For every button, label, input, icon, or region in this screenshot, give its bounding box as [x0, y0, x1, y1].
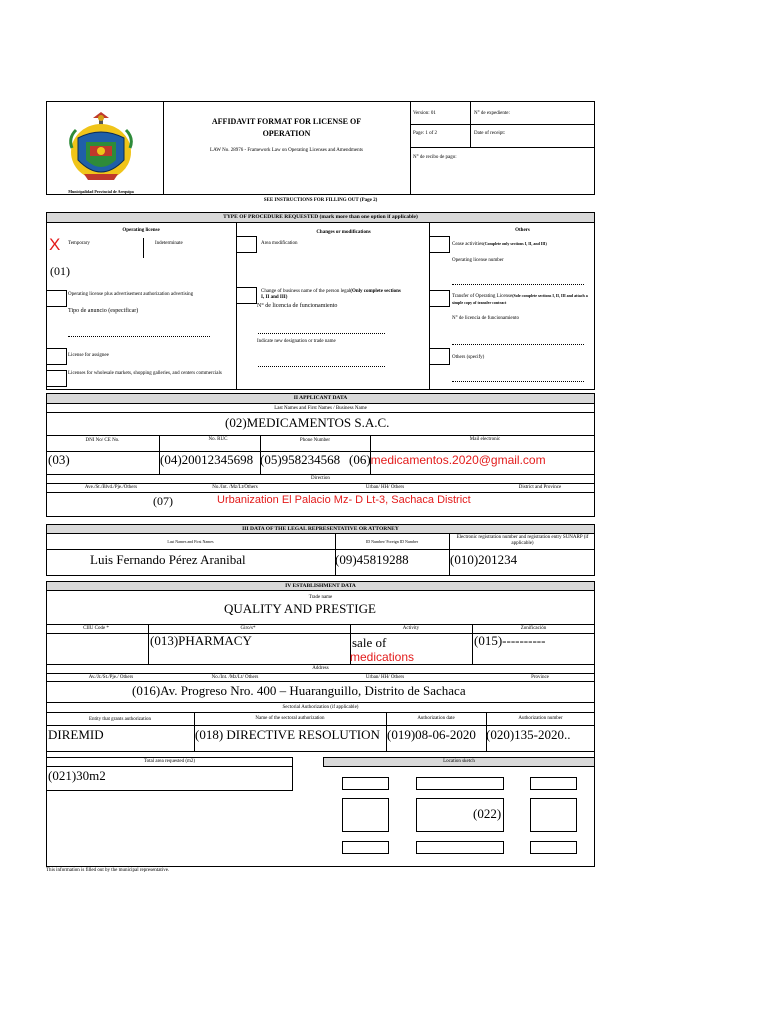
activity-value[interactable]: sale of [352, 635, 387, 650]
receipt-payment-label: N° de recibo de pago: [413, 155, 457, 160]
no-int-label: No./Int. /Mz/Lt/Others [212, 485, 258, 490]
sect-name-value[interactable]: (018) DIRECTIVE RESOLUTION [195, 727, 380, 742]
date-receipt-label: Date of receipt: [474, 131, 506, 136]
rep-id-label: ID Number/ Foreign ID Number [365, 539, 419, 544]
indeterminate-label: Indeterminate [155, 241, 183, 246]
op-adv-label: Operating license plus advertisement authorization advertising [68, 292, 194, 297]
urban-label-2: Urban/ HH/ Others [365, 675, 405, 680]
address-label: Address [312, 666, 329, 671]
cease-label [452, 241, 595, 248]
sketch-code: (022) [473, 806, 502, 821]
urban-label: Urban/ HH/ Others [365, 485, 405, 490]
cease-checkbox[interactable] [429, 236, 450, 253]
trade-value[interactable]: QUALITY AND PRESTIGE [224, 601, 376, 616]
code-07: (07) [153, 494, 173, 508]
wholesale-checkbox[interactable] [46, 370, 67, 387]
applicant-address-value[interactable]: Urbanization El Palacio Mz- D Lt-3, Sachaca District [217, 494, 471, 506]
change-name-label [261, 289, 401, 301]
licencia-func-label: N° de licencia de funcionamiento [257, 303, 338, 309]
dni-value[interactable]: (03) [48, 452, 70, 467]
footer-note: This information is filled out by the municipal representative. [46, 868, 170, 873]
cease-text: Cease activities [452, 242, 484, 247]
law-reference: LAW No. 28976 - Framework Law on Operating Licenses and Amendments [210, 148, 363, 153]
auth-date-value[interactable]: (019)08-06-2020 [387, 727, 476, 742]
sketch-block [342, 841, 389, 854]
activity-label: Activity [402, 626, 420, 631]
licencia-func2-label: N° de licencia de funcionamiento [452, 316, 519, 321]
mail-code: (06) [349, 452, 371, 467]
phone-value[interactable]: (05)958234568 [260, 452, 341, 467]
sect-name-label: Name of the sectoral authorization [255, 716, 325, 721]
sketch-block [416, 777, 504, 790]
assignee-checkbox[interactable] [46, 348, 67, 365]
col-others-title: Others [515, 228, 530, 233]
section4-bar: IV ESTABLISHMENT DATA [46, 581, 595, 591]
rep-names-label: Last Names and First Names [167, 539, 214, 544]
logo-text: Municipalidad Provincial de Arequipa [68, 189, 134, 194]
transfer-checkbox[interactable] [429, 290, 450, 307]
wholesale-label: Licenses for wholesale markets, shopping galleries, and centers commercials [68, 371, 222, 376]
mail-label: Mail electronic [469, 437, 501, 442]
trade-label: Trade name [308, 595, 333, 600]
applicant-names-value[interactable]: (02)MEDICAMENTOS S.A.C. [225, 415, 390, 430]
section2-bar: II APPLICANT DATA [46, 393, 595, 404]
temporary-label: Temporary [68, 241, 90, 246]
op-adv-checkbox[interactable] [46, 290, 67, 307]
form-title [163, 116, 410, 140]
phone-label: Phone Number [299, 438, 331, 443]
form-title-line2: OPERATION [262, 129, 311, 138]
others-checkbox[interactable] [429, 348, 450, 365]
entity-label: Entity that grants authorization [88, 717, 152, 722]
ave-label: Ave./St./Blvd./Pje./Others [84, 485, 138, 490]
auth-date-label: Authorization date [417, 716, 455, 721]
zoning-label: Zonificación [520, 626, 547, 631]
sketch-block [416, 841, 504, 854]
no-int-label-2: No./Int. /Mz/Lt/ Others [211, 675, 259, 680]
col-operating-license-title: Operating license [122, 228, 160, 233]
version: Version: 01 [413, 111, 436, 116]
sectoral-label: Sectorial Authorization (if applicable) [282, 705, 359, 710]
transfer-label [452, 293, 592, 307]
area-mod-checkbox[interactable] [236, 236, 257, 253]
dni-label: DNI No/ CE No. [85, 438, 120, 443]
transfer-note: (Sole complete sections I, II, III and attach a simple copy of transfer contract [452, 293, 588, 305]
ruc-value[interactable]: (04)20012345698 [160, 452, 254, 467]
ruc-label: No. RUC [208, 437, 228, 442]
temporary-mark[interactable]: X [49, 235, 61, 254]
ciiu-label: CIIU Code * [83, 626, 109, 631]
sketch-label: Location sketch [443, 759, 475, 764]
rep-id-value[interactable]: (09)45819288 [335, 552, 409, 567]
assignee-label: License for assignee [68, 353, 109, 358]
applicant-names-label: Last Names and First Names / Business Name [274, 406, 367, 411]
col-changes-title: Changes or modifications [316, 230, 371, 235]
direction-label: Direction [311, 476, 330, 481]
establishment-address-value[interactable]: (016)Av. Progreso Nro. 400 – Huaranguillo, Distrito de Sachaca [132, 683, 466, 698]
sketch-block [530, 777, 577, 790]
municipal-logo [66, 108, 136, 192]
instructions-note: SEE INSTRUCTIONS FOR FILLING OUT (Page 2) [263, 198, 378, 203]
sketch-block [530, 798, 577, 832]
others-specify-label: Others (specify) [452, 355, 485, 360]
activity-value-2: medications [350, 650, 415, 664]
sunarp-label: Electronic registration number and registration entry SUNARP (if applicable) [456, 535, 589, 546]
transfer-text: Transfer of Operating License [452, 294, 513, 299]
sketch-block [342, 798, 389, 832]
auth-number-value[interactable]: (020)135-2020.. [486, 727, 571, 742]
mail-address: medicamentos.2020@gmail.com [370, 453, 546, 467]
av-label: Av./Jr./St./Pje./ Others [88, 675, 134, 680]
area-value[interactable]: (021)30m2 [48, 768, 106, 783]
cease-note: (Complete only sections I, II, and III) [483, 241, 547, 246]
giro-value[interactable]: (013)PHARMACY [150, 633, 252, 648]
op-license-number-label: Operating license number [452, 258, 504, 263]
entity-value[interactable]: DIREMID [48, 727, 104, 742]
giro-label: Giro/s* [240, 626, 256, 631]
page-number: Page: 1 of 2 [413, 131, 438, 136]
sunarp-value[interactable]: (010)201234 [450, 552, 518, 567]
form-title-line1: AFFIDAVIT FORMAT FOR LICENSE OF [211, 117, 362, 126]
section1-bar: TYPE OF PROCEDURE REQUESTED (mark more than one option if applicable) [46, 212, 595, 223]
expediente-label: N° de expediente: [474, 111, 510, 116]
change-name-text: Change of business name of the person legal [261, 289, 351, 294]
new-designation-label: Indicate new designation or trade name [257, 339, 336, 344]
district-label: District and Province [518, 485, 562, 490]
area-mod-label: Area modification [261, 241, 298, 246]
rep-names-value[interactable]: Luis Fernando Pérez Aranibal [90, 552, 246, 567]
sketch-block [530, 841, 577, 854]
area-label: Total area requested (m2) [143, 759, 196, 764]
change-name-checkbox[interactable] [236, 287, 257, 304]
change-name-note: (Only complete sections I, II and III) [261, 289, 401, 300]
tipo-anuncio-label: Tipo de anuncio (especificar) [68, 308, 139, 314]
auth-number-label: Authorization number [518, 716, 563, 721]
zoning-value[interactable]: (015)---------- [474, 633, 546, 648]
section3-bar: III DATA OF THE LEGAL REPRESENTATIVE OR ATTORNEY [46, 524, 595, 534]
province-label: Province [531, 675, 549, 680]
code-01: (01) [50, 264, 70, 278]
sketch-block [342, 777, 389, 790]
mail-value[interactable] [349, 452, 546, 468]
